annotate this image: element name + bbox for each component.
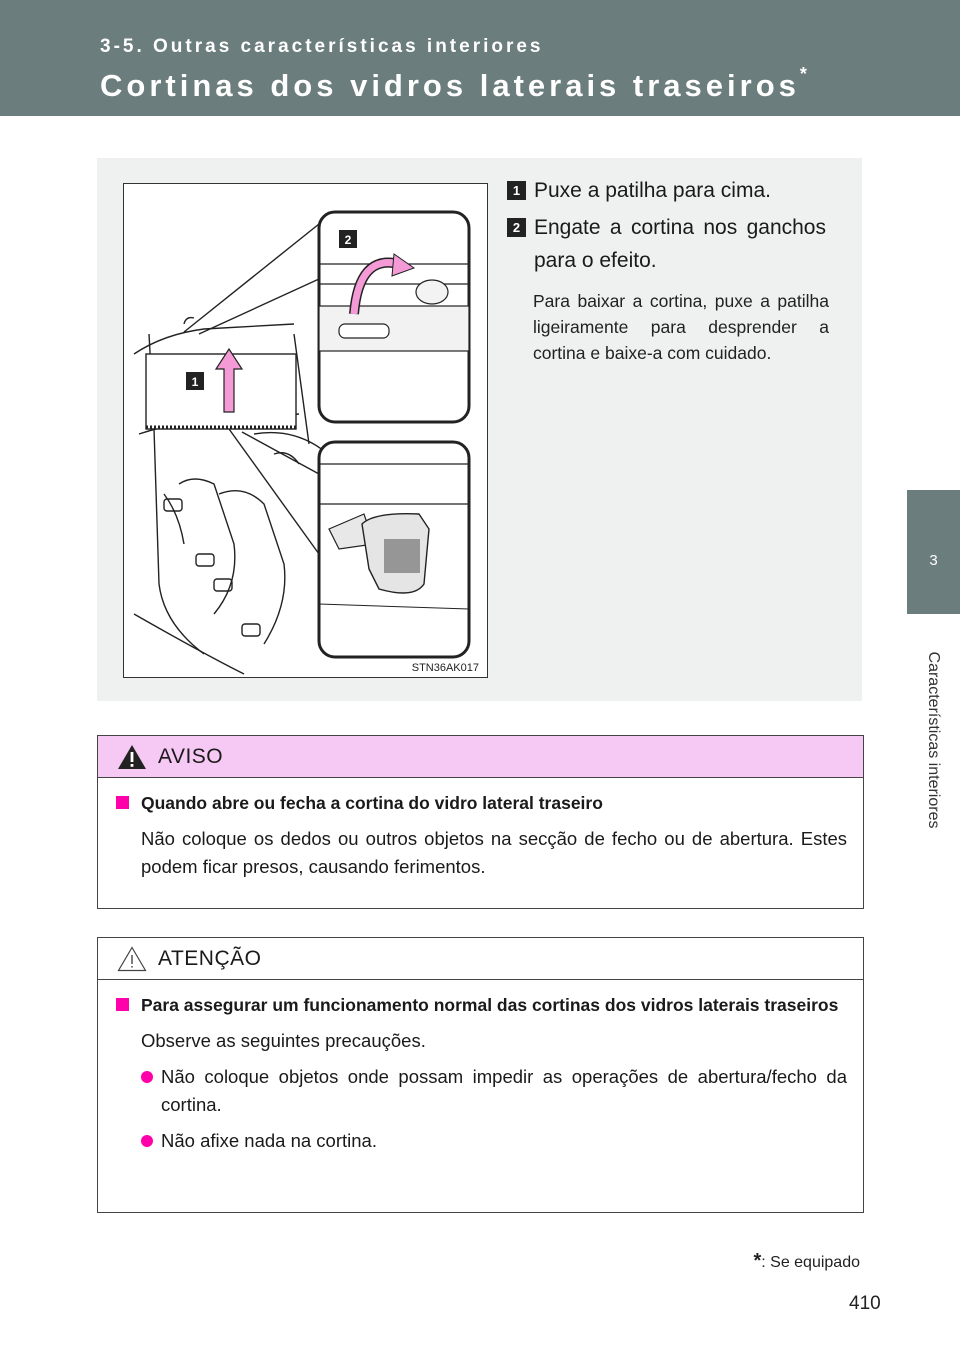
warning-text: Não coloque os dedos ou outros objetos na secção de fecho ou de abertura. Estes podem ficar presos, causando ferimentos. [141, 828, 847, 877]
warning-box [97, 735, 864, 909]
round-bullet-icon [141, 1135, 153, 1147]
step-2-text: Engate a cortina nos ganchos para o efeito. [534, 216, 826, 272]
callout-2-label: 2 [344, 233, 352, 247]
chapter-tab [907, 490, 960, 614]
page-number: 410 [849, 1293, 881, 1314]
title-asterisk: * [799, 64, 807, 84]
square-bullet-icon [116, 796, 129, 809]
page-title-text: Cortinas dos vidros laterais traseiros [100, 68, 800, 103]
callout-1-label: 1 [191, 375, 199, 389]
step-2 [507, 211, 826, 277]
caution-title-text: Para assegurar um funcionamento normal das cortinas dos vidros laterais traseiros [141, 995, 839, 1015]
figure-code: STN36AK017 [411, 662, 479, 674]
section-label: 3-5. Outras características interiores [100, 36, 544, 57]
caution-box [97, 937, 864, 1213]
caution-item-1 [116, 1063, 847, 1119]
warning-header [98, 736, 863, 778]
warning-triangle-outline-icon [117, 946, 147, 972]
page-title [100, 64, 807, 104]
caution-header [98, 938, 863, 980]
step-note: Para baixar a cortina, puxe a patilha ligeiramente para desprender a cortina e baixe-a com cuidado. [533, 291, 829, 363]
step-1-number: 1 [507, 181, 526, 200]
step-1 [507, 174, 826, 207]
caution-item-2 [116, 1127, 847, 1155]
warning-triangle-filled-icon [117, 744, 147, 770]
page-header [0, 0, 960, 116]
footnote [753, 1250, 860, 1273]
step-1-text: Puxe a patilha para cima. [534, 179, 771, 202]
caution-label: ATENÇÃO [158, 947, 262, 970]
chapter-number: 3 [929, 552, 938, 569]
caution-item-1-text: Não coloque objetos onde possam impedir as operações de abertura/fecho da cortina. [161, 1066, 847, 1115]
warning-title [116, 790, 847, 817]
warning-title-text: Quando abre ou fecha a cortina do vidro lateral traseiro [141, 793, 603, 813]
footnote-text: : Se equipado [761, 1254, 860, 1271]
caution-title [116, 992, 847, 1019]
round-bullet-icon [141, 1071, 153, 1083]
caution-intro: Observe as seguintes precauções. [141, 1030, 426, 1051]
rear-window-shade-illustration [124, 184, 487, 677]
warning-label: AVISO [158, 745, 224, 768]
square-bullet-icon [116, 998, 129, 1011]
step-2-number: 2 [507, 218, 526, 237]
illustration [123, 183, 488, 678]
caution-item-2-text: Não afixe nada na cortina. [161, 1130, 377, 1151]
chapter-label: Características interiores [925, 651, 942, 829]
footnote-mark: * [753, 1250, 762, 1272]
